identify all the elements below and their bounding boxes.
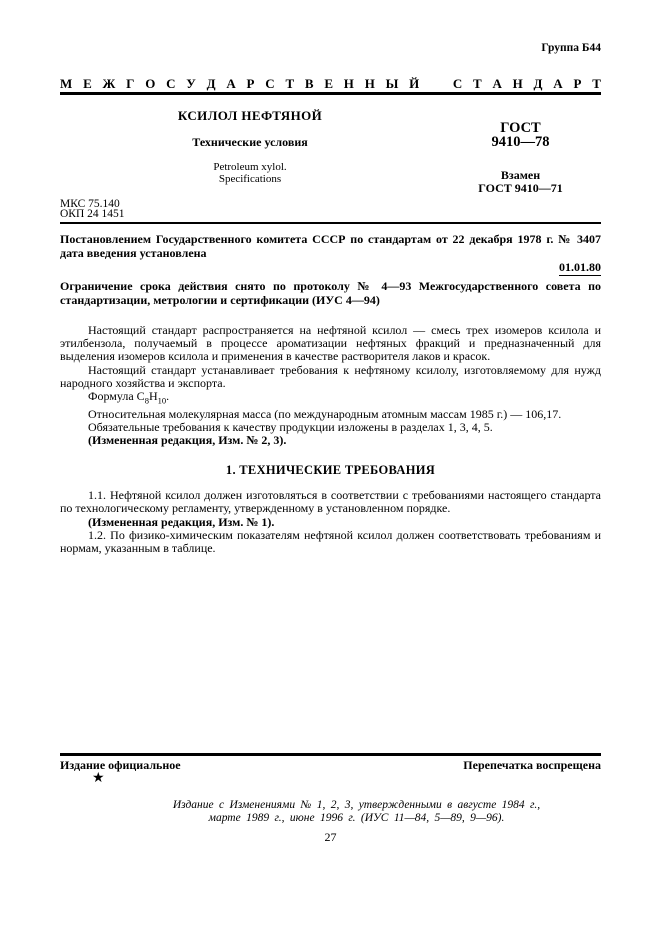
gost-number: 9410—78 [491, 133, 550, 150]
mandatory-requirements-paragraph: Обязательные требования к качеству продукции изложены в разделах 1, 3, 4, 5. [88, 419, 493, 434]
mks-code: МКС 75.140 [60, 198, 120, 210]
okp-code: ОКП 24 1451 [60, 207, 125, 220]
replaces-reference: ГОСТ 9410—71 [478, 180, 563, 195]
formula-prefix: Формула C [88, 389, 145, 404]
molecular-mass-paragraph: Относительная молекулярная масса (по международным атомным массам 1985 г.) — 106,17. [88, 406, 562, 421]
title-translation-line1: Petroleum xylol. [213, 161, 287, 173]
designation-column [440, 109, 601, 194]
replaces-label: Взамен [500, 168, 541, 182]
star-icon: ★ [92, 771, 105, 786]
effective-date-row [60, 260, 601, 274]
formula-subscript-10: 10 [157, 395, 167, 406]
scope-paragraph-1: Настоящий стандарт распространяется на нефтяной ксилол — смесь трех изомеров ксилола и этилбензола, получаемый в процессе ароматизации нефтяных фракций и предназначенный для выделения изомеров ксилола и применения в качестве растворителя лаков и красок. [60, 323, 601, 364]
document-subtitle: Технические условия [192, 135, 308, 149]
standard-type-heading: М Е Ж Г О С У Д А Р С Т В Е Н Н Ы Й С Т А Н Д А Р Т [60, 76, 601, 91]
group-label: Группа Б44 [541, 42, 601, 54]
section-1-heading: 1. ТЕХНИЧЕСКИЕ ТРЕБОВАНИЯ [225, 463, 436, 478]
validity-limitation-paragraph: Ограничение срока действия снято по протоколу № 4—93 Межгосударственного совета по стандартизации, метрологии и сертификации (ИУС 4—94) [60, 279, 601, 307]
classification-codes [60, 200, 601, 219]
footer-rule [60, 753, 601, 756]
decree-paragraph: Постановлением Государственного комитета СССР по стандартам от 22 декабря 1978 г. № 3407 дата введения установлена [60, 232, 601, 260]
clause-1-1-amendment-note: (Измененная редакция, Изм. № 1). [88, 514, 275, 529]
gost-designation [440, 122, 601, 149]
title-translation-line2: Specifications [218, 172, 282, 185]
page-number: 27 [324, 830, 337, 844]
replaces-note [440, 169, 601, 194]
formula-period: . [166, 389, 170, 404]
edition-note-line2: марте 1989 г., июне 1996 г. (ИУС 11—84, 5—89, 9—96). [208, 811, 505, 824]
codes-rule [60, 222, 601, 224]
clause-1-2: 1.2. По физико-химическим показателям нефтяной ксилол должен соответствовать требованиям и нормам, указанным в таблице. [60, 527, 601, 556]
official-edition-label: Издание официальное [60, 758, 181, 772]
title-column [60, 109, 440, 194]
clause-1-1: 1.1. Нефтяной ксилол должен изготовляться в соответствии с требованиями настоящего стандарта по технологическому регламенту, утвержденному в установленном порядке. [60, 488, 601, 516]
formula-subscript-8: 8 [144, 395, 149, 406]
formula-mid: H [148, 389, 158, 404]
reprint-notice: Перепечатка воспрещена [463, 758, 601, 772]
footer-row [60, 759, 601, 772]
edition-note-line1: Издание с Изменениями № 1, 2, 3, утвержденными в августе 1984 г., [172, 799, 541, 811]
header-rule [60, 92, 601, 95]
amendment-note: (Измененная редакция, Изм. № 2, 3). [88, 433, 287, 448]
title-translation [60, 162, 440, 185]
formula-line [60, 390, 601, 408]
effective-date: 01.01.80 [559, 260, 601, 274]
title-block [60, 109, 601, 194]
edition-note [60, 799, 601, 824]
document-title: КСИЛОЛ НЕФТЯНОЙ [177, 108, 323, 123]
gost-word: ГОСТ [500, 120, 541, 136]
scope-paragraph-2: Настоящий стандарт устанавливает требования к нефтяному ксилолу, изготовляемому для нужд народного хозяйства и экспорта. [60, 362, 601, 390]
page-content [60, 0, 601, 555]
